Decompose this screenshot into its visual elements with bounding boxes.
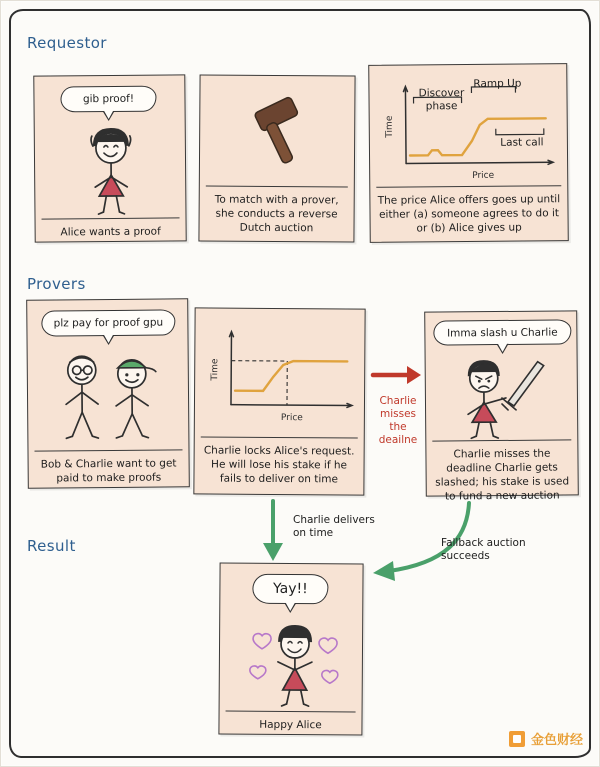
price-time-chart bbox=[375, 78, 564, 184]
caption-reverse-dutch-auction: To match with a prover, she conducts a reverse Dutch auction bbox=[214, 193, 339, 235]
happy-alice-with-hearts bbox=[250, 614, 341, 707]
gavel-icon bbox=[240, 98, 321, 173]
caption-provers-request: Bob & Charlie want to get paid to make proofs bbox=[40, 457, 177, 485]
section-title-requestor: Requestor bbox=[27, 34, 107, 52]
card-divider bbox=[34, 449, 182, 451]
speech-bubble-gib-proof: gib proof! bbox=[60, 86, 156, 113]
caption-happy-alice: Happy Alice bbox=[259, 718, 322, 732]
watermark bbox=[509, 729, 583, 748]
card-divider bbox=[42, 217, 180, 219]
bob-and-charlie-stick-figures bbox=[50, 345, 171, 442]
section-title-result: Result bbox=[27, 537, 76, 555]
speech-bubble-imma-slash: Imma slash u Charlie bbox=[433, 319, 571, 345]
arrow-label-delivers-on-time: Charlie delivers on time bbox=[293, 514, 375, 539]
card-price-chart bbox=[368, 63, 569, 243]
svg-text:Time: Time bbox=[384, 115, 395, 138]
card-alice-request bbox=[33, 74, 186, 242]
card-slash bbox=[424, 310, 579, 503]
alice-stick-figure bbox=[73, 120, 150, 217]
annotation-ramp-up: Ramp Up bbox=[473, 77, 522, 90]
annotation-last-call: Last call bbox=[500, 136, 544, 149]
arrow-label-missed-deadline: Charlie misses the deailne bbox=[378, 395, 418, 446]
card-reverse-dutch-auction bbox=[198, 74, 355, 242]
section-title-provers: Provers bbox=[27, 275, 86, 293]
caption-alice-request: Alice wants a proof bbox=[60, 225, 161, 239]
card-divider bbox=[206, 186, 348, 188]
caption-slash: Charlie misses the deadline Charlie gets slashed; his stake is used to fund a new auction bbox=[435, 447, 570, 503]
card-charlie-locks bbox=[193, 307, 365, 495]
annotation-discover-phase: Discover phase bbox=[418, 87, 465, 113]
svg-text:Price: Price bbox=[472, 170, 495, 181]
card-provers-request bbox=[26, 298, 190, 488]
card-divider bbox=[432, 439, 571, 441]
speech-bubble-yay: Yay!! bbox=[252, 574, 328, 605]
brand-logo-icon bbox=[509, 731, 525, 747]
arrow-label-fallback-auction: Fallback auction succeeds bbox=[441, 537, 526, 562]
card-divider bbox=[201, 436, 358, 438]
alice-with-sword bbox=[450, 353, 569, 440]
green-arrow-delivers-on-time bbox=[253, 497, 293, 567]
lock-price-time-chart bbox=[201, 320, 362, 425]
caption-price-chart: The price Alice offers goes up until either (a) someone agrees to do it or (b) Alice gives up bbox=[377, 193, 561, 235]
card-happy-alice bbox=[218, 562, 363, 735]
caption-charlie-locks: Charlie locks Alice's request. He will lose his stake if he fails to deliver on time bbox=[203, 444, 355, 486]
watermark-text: 金色财经 bbox=[530, 733, 583, 748]
card-divider bbox=[376, 185, 561, 188]
red-arrow-missed-deadline bbox=[369, 359, 425, 389]
speech-bubble-plz-pay: plz pay for proof gpu bbox=[41, 309, 175, 336]
svg-text:Time: Time bbox=[210, 358, 221, 381]
svg-text:Price: Price bbox=[280, 413, 303, 424]
card-divider bbox=[226, 711, 356, 713]
